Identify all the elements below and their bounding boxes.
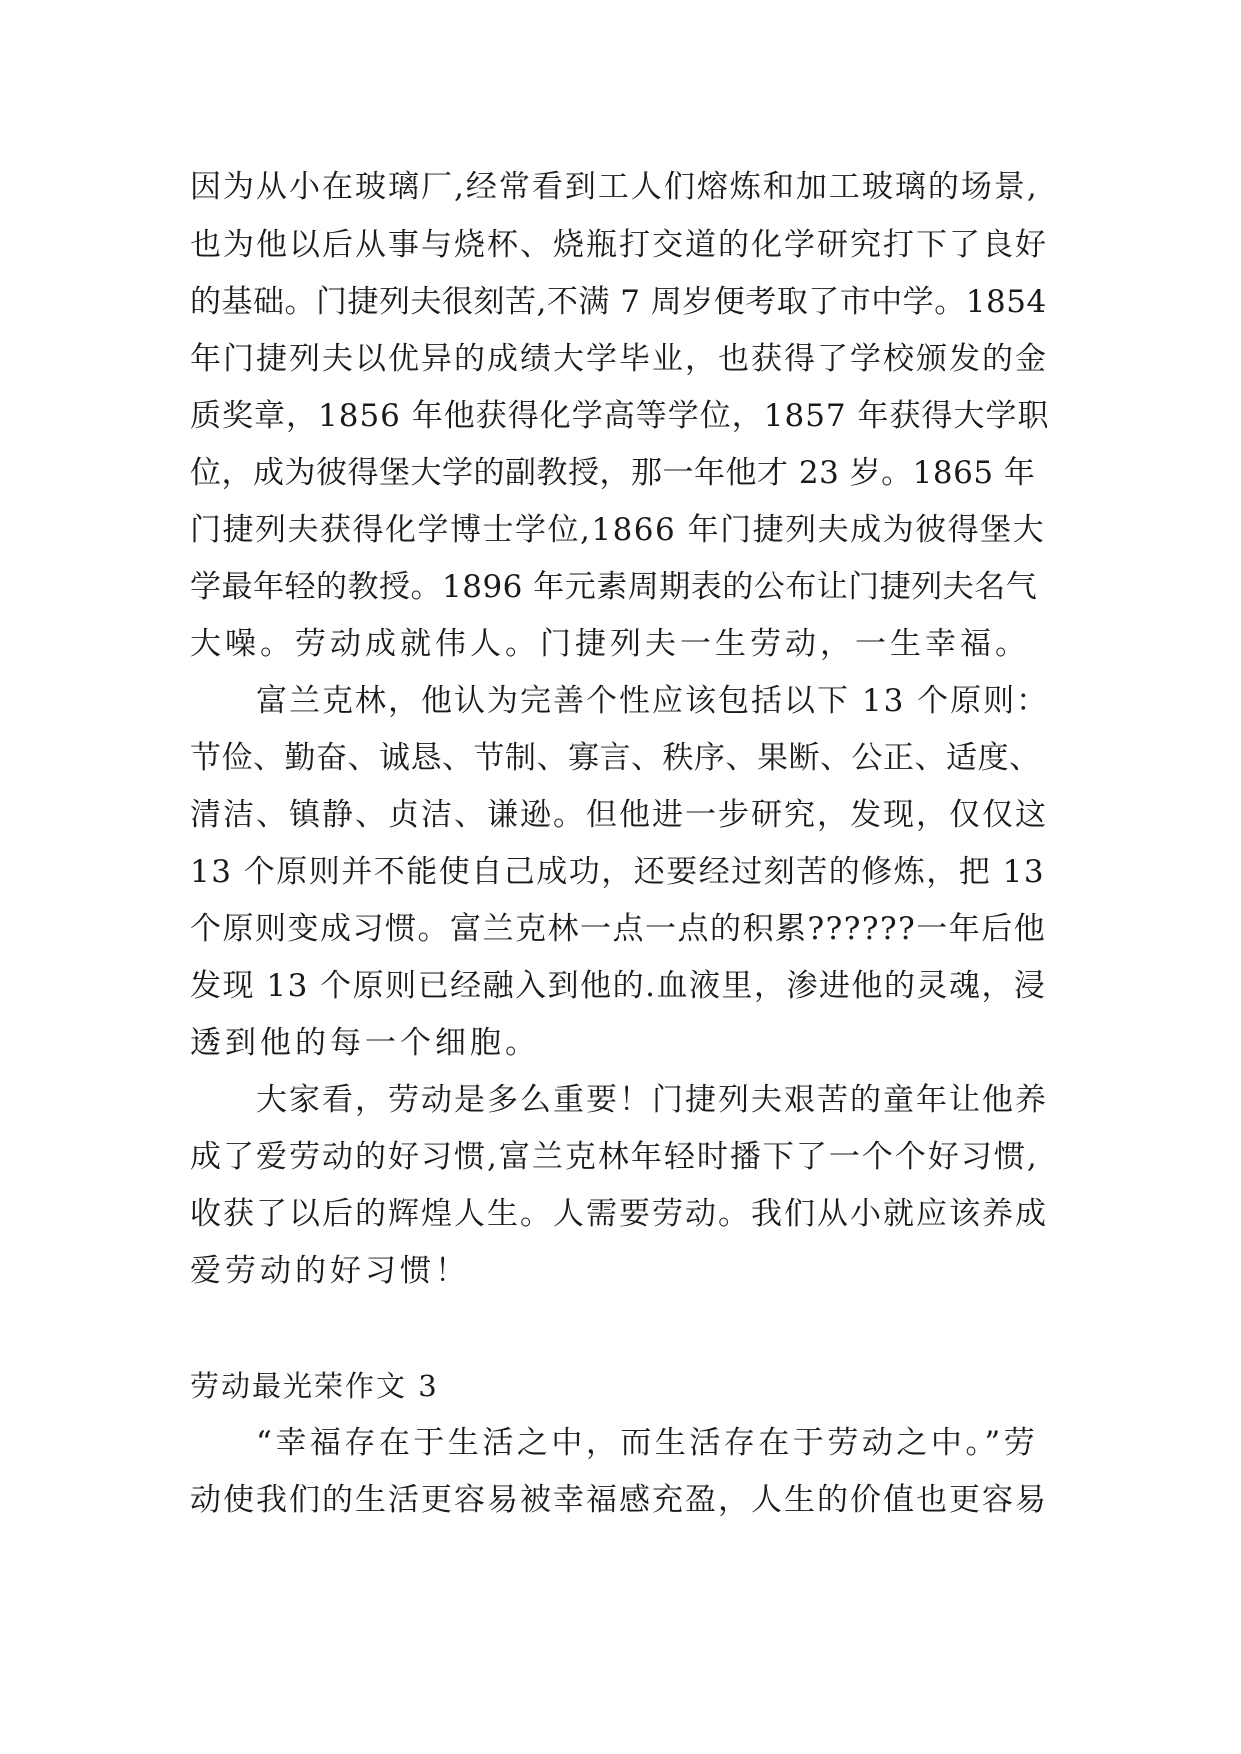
paragraph-line: 清洁、镇静、贞洁、谦逊。但他进一步研究，发现，仅仅这 [190,797,1048,833]
paragraph-line: 个原则变成习惯。富兰克林一点一点的积累??????一年后他 [190,911,1047,947]
paragraph-line: 爱劳动的好习惯！ [190,1253,470,1289]
paragraph-first-line: 大家看，劳动是多么重要！门捷列夫艰苦的童年让他养 [256,1082,1048,1118]
paragraph-line: 透到他的每一个细胞。 [190,1025,540,1061]
section-title: 劳动最光荣作文 3 [190,1369,439,1403]
paragraph-line: 收获了以后的辉煌人生。人需要劳动。我们从小就应该养成 [190,1196,1048,1232]
paragraph-line: 也为他以后从事与烧杯、烧瓶打交道的化学研究打下了良好 [190,227,1048,263]
paragraph-line: 成了爱劳动的好习惯,富兰克林年轻时播下了一个个好习惯, [190,1139,1039,1175]
paragraph-line: 节俭、勤奋、诚恳、节制、寡言、秩序、果断、公正、适度、 [190,740,1041,776]
paragraph-line: 发现 13 个原则已经融入到他的.血液里，渗进他的灵魂，浸 [190,968,1047,1004]
paragraph-line: 学最年轻的教授。1896 年元素周期表的公布让门捷列夫名气 [190,569,1038,605]
paragraph-line: 动使我们的生活更容易被幸福感充盈，人生的价值也更容易 [190,1482,1048,1518]
paragraph-line: 的基础。门捷列夫很刻苦,不满 7 周岁便考取了市中学。1854 [190,284,1047,320]
paragraph-line: 大噪。劳动成就伟人。门捷列夫一生劳动，一生幸福。 [190,626,1030,662]
paragraph-line: 位，成为彼得堡大学的副教授，那一年他才 23 岁。1865 年 [190,455,1036,491]
paragraph-first-line: 富兰克林，他认为完善个性应该包括以下 13 个原则： [256,683,1050,719]
paragraph-line: 13 个原则并不能使自己成功，还要经过刻苦的修炼，把 13 [190,854,1046,890]
paragraph-line: 质奖章，1856 年他获得化学高等学位，1857 年获得大学职 [190,398,1050,434]
paragraph-line: 因为从小在玻璃厂,经常看到工人们熔炼和加工玻璃的场景, [190,169,1039,205]
paragraph-line: 门捷列夫获得化学博士学位,1866 年门捷列夫成为彼得堡大 [190,512,1046,548]
paragraph-line: 年门捷列夫以优异的成绩大学毕业，也获得了学校颁发的金 [190,341,1048,377]
paragraph-first-line: “幸福存在于生活之中，而生活存在于劳动之中。”劳 [256,1425,1039,1461]
